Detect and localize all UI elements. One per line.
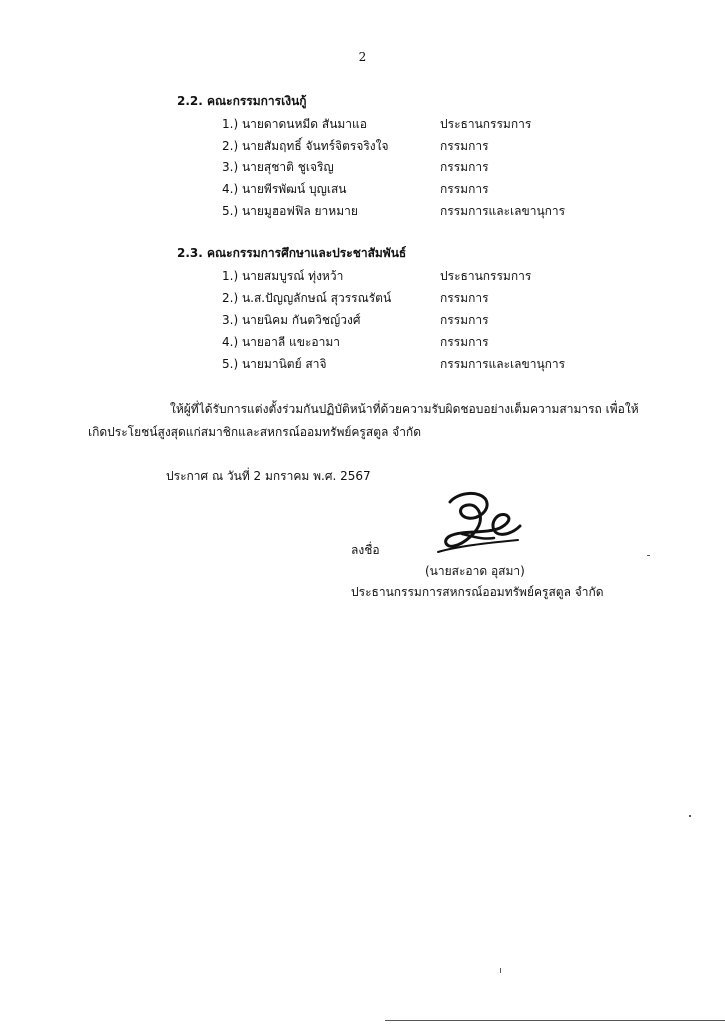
member-name: 3.) นายนิคม กันตวิชญ์วงศ์ <box>222 313 361 327</box>
handwritten-signature <box>428 488 538 563</box>
section-heading-education-committee: 2.3. คณะกรรมการศึกษาและประชาสัมพันธ์ <box>177 246 407 260</box>
section-heading-loan-committee: 2.2. คณะกรรมการเงินกู้ <box>177 94 307 108</box>
scan-speck <box>689 815 691 817</box>
member-name: 1.) นายสมบูรณ์ ทุ่งหว้า <box>222 269 344 283</box>
member-role: กรรมการ <box>440 291 489 305</box>
signer-position: ประธานกรรมการสหกรณ์ออมทรัพย์ครูสตูล จำกัด <box>351 585 604 599</box>
announcement-date: ประกาศ ณ วันที่ 2 มกราคม พ.ศ. 2567 <box>166 469 371 483</box>
member-name: 5.) นายมูฮอฟฟิล ยาหมาย <box>222 204 358 218</box>
body-paragraph-line-1: ให้ผู้ที่ได้รับการแต่งตั้งร่วมกันปฏิบัติหน้าที่ด้วยความรับผิดชอบอย่างเต็มความสามารถ เพื่อให้ <box>170 402 639 416</box>
member-role: กรรมการ <box>440 335 489 349</box>
sign-label: ลงชื่อ <box>351 543 380 557</box>
member-role: กรรมการและเลขานุการ <box>440 357 566 371</box>
member-role: กรรมการ <box>440 139 489 153</box>
scan-speck <box>647 555 650 556</box>
scan-edge-line <box>385 1020 725 1021</box>
page-number: 2 <box>358 50 367 64</box>
signer-name: (นายสะอาด อุสมา) <box>425 564 525 578</box>
member-name: 2.) นายสัมฤทธิ์ จันทร์จิตรจริงใจ <box>222 139 389 153</box>
member-name: 4.) นายพีรพัฒน์ บุญเสน <box>222 182 347 196</box>
member-name: 3.) นายสุชาติ ชูเจริญ <box>222 160 334 174</box>
member-role: ประธานกรรมการ <box>440 117 532 131</box>
member-name: 5.) นายมานิตย์ สาจิ <box>222 357 327 371</box>
member-role: กรรมการ <box>440 182 489 196</box>
scan-speck <box>500 968 501 973</box>
member-name: 2.) น.ส.ปัญญลักษณ์ สุวรรณรัตน์ <box>222 291 392 305</box>
member-name: 4.) นายอาลี แขะอามา <box>222 335 341 349</box>
member-name: 1.) นายดาดนหมีด สันมาแอ <box>222 117 367 131</box>
member-role: กรรมการ <box>440 160 489 174</box>
member-role: กรรมการ <box>440 313 489 327</box>
member-role: กรรมการและเลขานุการ <box>440 204 566 218</box>
member-role: ประธานกรรมการ <box>440 269 532 283</box>
body-paragraph-line-2: เกิดประโยชน์สูงสุดแก่สมาชิกและสหกรณ์ออมทรัพย์ครูสตูล จำกัด <box>88 425 421 439</box>
